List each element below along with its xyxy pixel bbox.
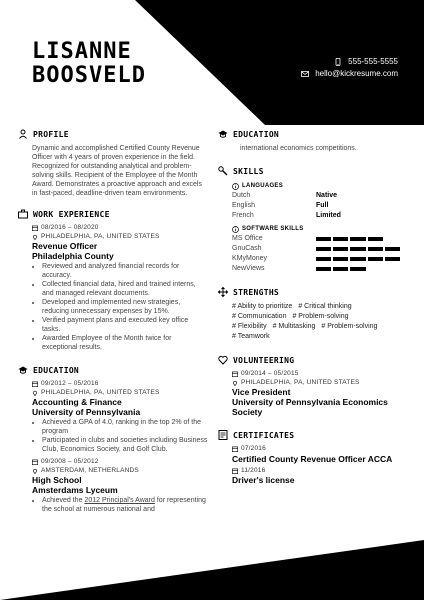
skill-level-bar	[316, 257, 400, 261]
certificate-name: Certified County Revenue Officer ACCA	[232, 453, 393, 464]
strength-tags	[218, 302, 408, 342]
skill-level-segment	[316, 237, 331, 241]
edu-location	[32, 389, 208, 398]
education-continued-title: EDUCATION	[233, 129, 280, 139]
software-title: SOFTWARE SKILLS	[242, 226, 304, 232]
envelope-icon	[301, 70, 309, 78]
software-row	[218, 234, 408, 244]
education-continued-section	[218, 128, 408, 153]
education-entry	[18, 458, 208, 514]
language-name: Dutch	[232, 192, 251, 199]
skills-title: SKILLS	[233, 166, 264, 176]
profile-section	[18, 128, 208, 198]
skill-level-segment	[368, 237, 383, 241]
certificate-date	[232, 445, 408, 454]
software-row	[218, 244, 408, 254]
strength-tag: # Multitasking	[272, 323, 316, 330]
software-name: NewViews	[232, 265, 265, 272]
edu-dates	[32, 380, 208, 389]
edu-dates	[32, 458, 208, 467]
info-icon	[232, 183, 239, 190]
volunteer-dates	[232, 370, 408, 379]
heart-icon	[218, 355, 228, 365]
tag-row	[232, 322, 408, 332]
education-continued-text: international economics competitions.	[240, 145, 357, 152]
info-icon	[232, 226, 239, 233]
edu-dates-text: 09/2008 – 05/2012	[41, 458, 99, 465]
tag-row	[232, 302, 408, 312]
certificate-name: Driver's license	[232, 475, 295, 485]
list-item: • Reviewed and analyzed financial records for accuracy.	[42, 262, 208, 280]
location-pin-icon	[232, 380, 238, 386]
work-role: Revenue Officer	[32, 241, 98, 251]
skill-level-segment	[385, 257, 400, 261]
edu-location	[32, 467, 208, 476]
last-name: BOOSVELD	[32, 63, 146, 88]
work-dates-text: 08/2016 – 08/2020	[41, 224, 99, 231]
edu-school: Amsterdams Lyceum	[32, 485, 118, 495]
first-name: LISANNE	[32, 39, 132, 64]
edu-bullets	[32, 496, 208, 514]
education-entry	[18, 380, 208, 454]
list-item: • Collected financial data, hired and trained interns, and managed relevant documents.	[42, 280, 208, 298]
location-pin-icon	[32, 390, 38, 396]
volunteer-location	[232, 379, 408, 388]
certificate-date	[232, 467, 408, 476]
list-item: • Developed and implemented new strategies, reducing unnecessary expenses by 15%.	[42, 298, 208, 316]
work-dates	[32, 224, 208, 233]
strength-tag: # Ability to prioritize	[232, 303, 293, 310]
skill-level-segment	[350, 267, 365, 271]
certificate-date-text: 07/2016	[241, 445, 266, 452]
work-bullets	[32, 262, 208, 352]
phone-row[interactable]	[301, 56, 398, 68]
education-continued-header	[218, 128, 408, 140]
skills-header	[218, 165, 408, 177]
skill-level-segment	[316, 267, 331, 271]
list-item: • Achieved a GPA of 4.0, ranking in the top 2% of the program	[42, 418, 208, 436]
calendar-icon	[232, 371, 238, 377]
skill-level-bar	[316, 247, 400, 251]
edu-location-text: PHILADELPHIA, PA, UNITED STATES	[41, 388, 160, 396]
language-level: Limited	[316, 212, 341, 219]
skill-level-bar	[316, 237, 400, 241]
language-row	[218, 211, 408, 221]
strength-tag: # Critical thinking	[298, 303, 352, 310]
location-pin-icon	[32, 234, 38, 240]
skill-level-segment	[333, 247, 348, 251]
education-title: EDUCATION	[33, 365, 80, 375]
education-section	[18, 364, 208, 514]
language-level: Full	[316, 202, 329, 209]
edu-degree: High School	[32, 475, 82, 485]
list-item: • Verified payment plans and executed key office tasks.	[42, 316, 208, 334]
language-row	[218, 191, 408, 201]
skill-level-segment	[333, 237, 348, 241]
volunteering-title: VOLUNTEERING	[233, 355, 295, 365]
languages-subheader	[218, 181, 408, 191]
skill-level-segment	[350, 237, 365, 241]
language-level: Native	[316, 192, 338, 199]
strengths-title: STRENGTHS	[233, 287, 280, 297]
footer-background	[0, 540, 424, 600]
calendar-icon	[32, 225, 38, 231]
list-item: • Participated in clubs and societies including Business Club, Economics Society, and Golf Club.	[42, 436, 208, 454]
location-pin-icon	[32, 468, 38, 474]
edu-bullets	[32, 418, 208, 454]
profile-text: Dynamic and accomplished Certified County Revenue Officer with 4 years of proven experience in the field. Recognized for outstanding analytical and problem-solving skills. Recipient of the Employee of the Month Award. Demonstrates a proactive approach and excels in fast-paced, deadline-driven team environments.	[32, 145, 202, 197]
volunteering-header	[218, 354, 408, 366]
strengths-section	[218, 286, 408, 342]
strength-tag: # Problem-solving	[292, 313, 349, 320]
edu-location-text: AMSTERDAM, NETHERLANDS	[41, 466, 139, 474]
award-text-post: for representing the school at numerous national and	[42, 497, 206, 513]
skill-level-segment	[385, 247, 400, 251]
work-section	[18, 208, 208, 352]
strength-tag: # Flexibility	[232, 323, 267, 330]
software-name: MS Office	[232, 235, 263, 242]
languages-title: LANGUAGES	[242, 183, 284, 189]
software-name: KMyMoney	[232, 255, 268, 262]
language-name: French	[232, 212, 254, 219]
skill-level-segment	[350, 247, 365, 251]
strength-tag: # Teamwork	[232, 333, 270, 340]
volunteer-role: Vice President	[232, 387, 291, 397]
skill-level-segment	[368, 247, 383, 251]
software-row	[218, 254, 408, 264]
left-column	[18, 128, 208, 516]
certificates-header	[218, 429, 408, 441]
volunteer-dates-text: 09/2014 – 05/2015	[241, 370, 299, 377]
calendar-icon	[32, 381, 38, 387]
skills-section	[218, 165, 408, 274]
skill-level-segment	[350, 257, 365, 261]
certificate-entry	[218, 467, 408, 486]
person-icon	[18, 129, 28, 139]
certificate-icon	[218, 430, 228, 440]
work-location	[32, 233, 208, 242]
skill-level-segment	[316, 257, 331, 261]
certificate-date-text: 11/2016	[241, 466, 266, 474]
skill-level-segment	[368, 257, 383, 261]
profile-title: PROFILE	[33, 129, 69, 139]
graduation-cap-icon	[218, 129, 228, 139]
work-org: Philadelphia County	[32, 251, 114, 261]
profile-header	[18, 128, 208, 140]
phone-icon	[334, 58, 342, 66]
graduation-cap-icon	[18, 365, 28, 375]
calendar-icon	[232, 468, 238, 474]
email-row[interactable]	[301, 68, 398, 80]
strength-tag: # Communication	[232, 313, 287, 320]
certificates-section	[218, 429, 408, 485]
software-name: GnuCash	[232, 245, 262, 252]
list-item	[42, 496, 208, 514]
skill-level-segment	[333, 267, 348, 271]
software-list	[218, 234, 408, 274]
software-subheader	[218, 224, 408, 234]
volunteer-org: University of Pennsylvania Economics Society	[232, 397, 388, 417]
skill-level-segment	[316, 247, 331, 251]
strengths-header	[218, 286, 408, 298]
right-column	[218, 128, 408, 487]
move-arrows-icon	[218, 287, 228, 297]
strength-tag: # Problem-solving	[321, 323, 378, 330]
volunteer-location-text: PHILADELPHIA, PA, UNITED STATES	[241, 378, 360, 386]
software-row	[218, 264, 408, 274]
certificates-title: CERTIFICATES	[233, 430, 295, 440]
tag-row	[232, 332, 408, 342]
email-address: hello@kickresume.com	[315, 69, 398, 78]
award-link[interactable]: 2012 Principal's Award	[84, 497, 155, 504]
work-title: WORK EXPERIENCE	[33, 209, 110, 219]
skill-level-bar	[316, 267, 400, 271]
work-header	[18, 208, 208, 220]
phone-number: 555-555-5555	[348, 57, 398, 66]
language-row	[218, 201, 408, 211]
award-text-pre: Achieved the	[42, 497, 85, 504]
edu-school: University of Pennsylvania	[32, 407, 141, 417]
edu-dates-text: 09/2012 – 05/2016	[41, 380, 99, 387]
contact-info	[301, 56, 398, 80]
candidate-name	[32, 40, 146, 88]
education-header	[18, 364, 208, 376]
work-entry	[18, 224, 208, 352]
volunteering-section	[218, 354, 408, 417]
volunteering-entry	[218, 370, 408, 417]
language-name: English	[232, 202, 255, 209]
certificate-entry	[218, 445, 408, 464]
edu-degree: Accounting & Finance	[32, 397, 122, 407]
briefcase-icon	[18, 209, 28, 219]
work-location-text: PHILADELPHIA, PA, UNITED STATES	[41, 232, 160, 240]
list-item: • Awarded Employee of the Month twice for exceptional results.	[42, 334, 208, 352]
wrench-icon	[218, 166, 228, 176]
calendar-icon	[232, 446, 238, 452]
tag-row	[232, 312, 408, 322]
calendar-icon	[32, 459, 38, 465]
skill-level-segment	[333, 257, 348, 261]
